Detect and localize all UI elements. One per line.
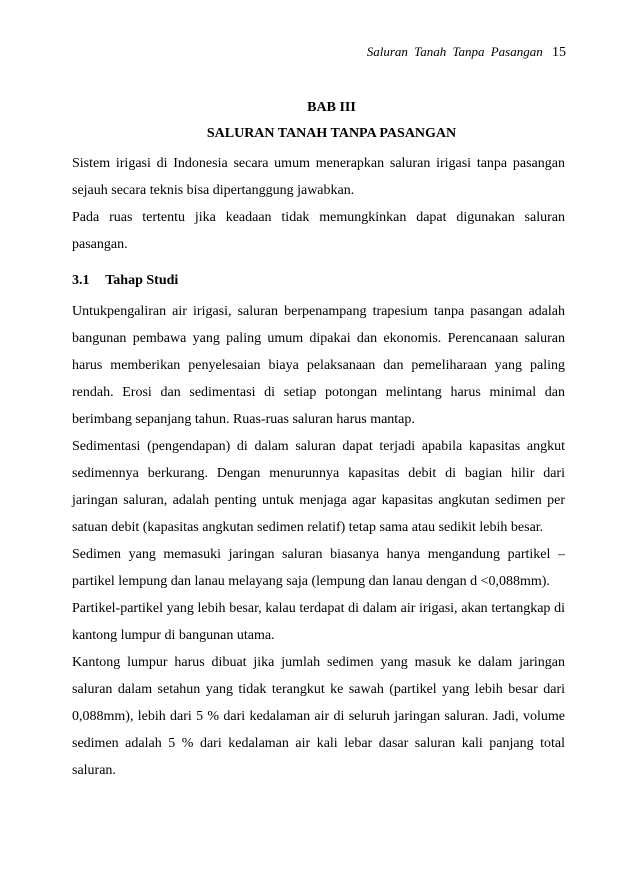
chapter-number: BAB III — [307, 100, 356, 115]
running-header — [367, 44, 566, 61]
page-number: 15 — [552, 45, 566, 60]
paragraph: Kantong lumpur harus dibuat jika jumlah sedimen yang masuk ke dalam jaringan saluran dalam setahun yang tidak terangkut ke sawah (partikel yang lebih besar dari 0,088mm), lebih dari 5 % dari kedalaman air di seluruh jaringan saluran. Jadi, volume sedimen adalah 5 % dari kedalaman air kali lebar dasar saluran kali panjang total saluran. — [72, 655, 565, 778]
section-number: 3.1 — [72, 273, 90, 288]
paragraph: Sistem irigasi di Indonesia secara umum menerapkan saluran irigasi tanpa pasangan sejauh secara teknis bisa dipertanggung jawabkan. — [72, 156, 565, 198]
paragraph: Sedimentasi (pengendapan) di dalam saluran dapat terjadi apabila kapasitas angkut sedimennya berkurang. Dengan menurunnya kapasitas debit di bagian hilir dari jaringan saluran, adalah penting untuk menjaga agar kapasitas angkutan sedimen per satuan debit (kapasitas angkutan sedimen relatif) tetap sama atau sedikit lebih besar. — [72, 439, 565, 535]
paragraph: Partikel-partikel yang lebih besar, kalau terdapat di dalam air irigasi, akan tertangkap di kantong lumpur di bangunan utama. — [72, 601, 565, 643]
section-body — [72, 298, 565, 784]
paragraph: Pada ruas tertentu jika keadaan tidak memungkinkan dapat digunakan saluran pasangan. — [72, 210, 565, 252]
section-title: Tahap Studi — [105, 273, 179, 288]
paragraph: Sedimen yang memasuki jaringan saluran biasanya hanya mengandung partikel – partikel lempung dan lanau melayang saja (lempung dan lanau dengan d <0,088mm). — [72, 547, 565, 589]
page-body — [72, 98, 565, 784]
intro-block — [72, 150, 565, 258]
chapter-title: SALURAN TANAH TANPA PASANGAN — [206, 126, 457, 141]
running-header-title: Saluran Tanah Tanpa Pasangan — [366, 44, 543, 59]
paragraph: Untukpengaliran air irigasi, saluran berpenampang trapesium tanpa pasangan adalah bangunan pembawa yang paling umum dipakai dan ekonomis. Perencanaan saluran harus memberikan penyelesaian biaya pelaksanaan dan pemeliharaan yang paling rendah. Erosi dan sedimentasi di setiap potongan melintang harus minimal dan berimbang sepanjang tahun. Ruas-ruas saluran harus mantap. — [72, 304, 565, 427]
section-heading — [72, 271, 565, 291]
